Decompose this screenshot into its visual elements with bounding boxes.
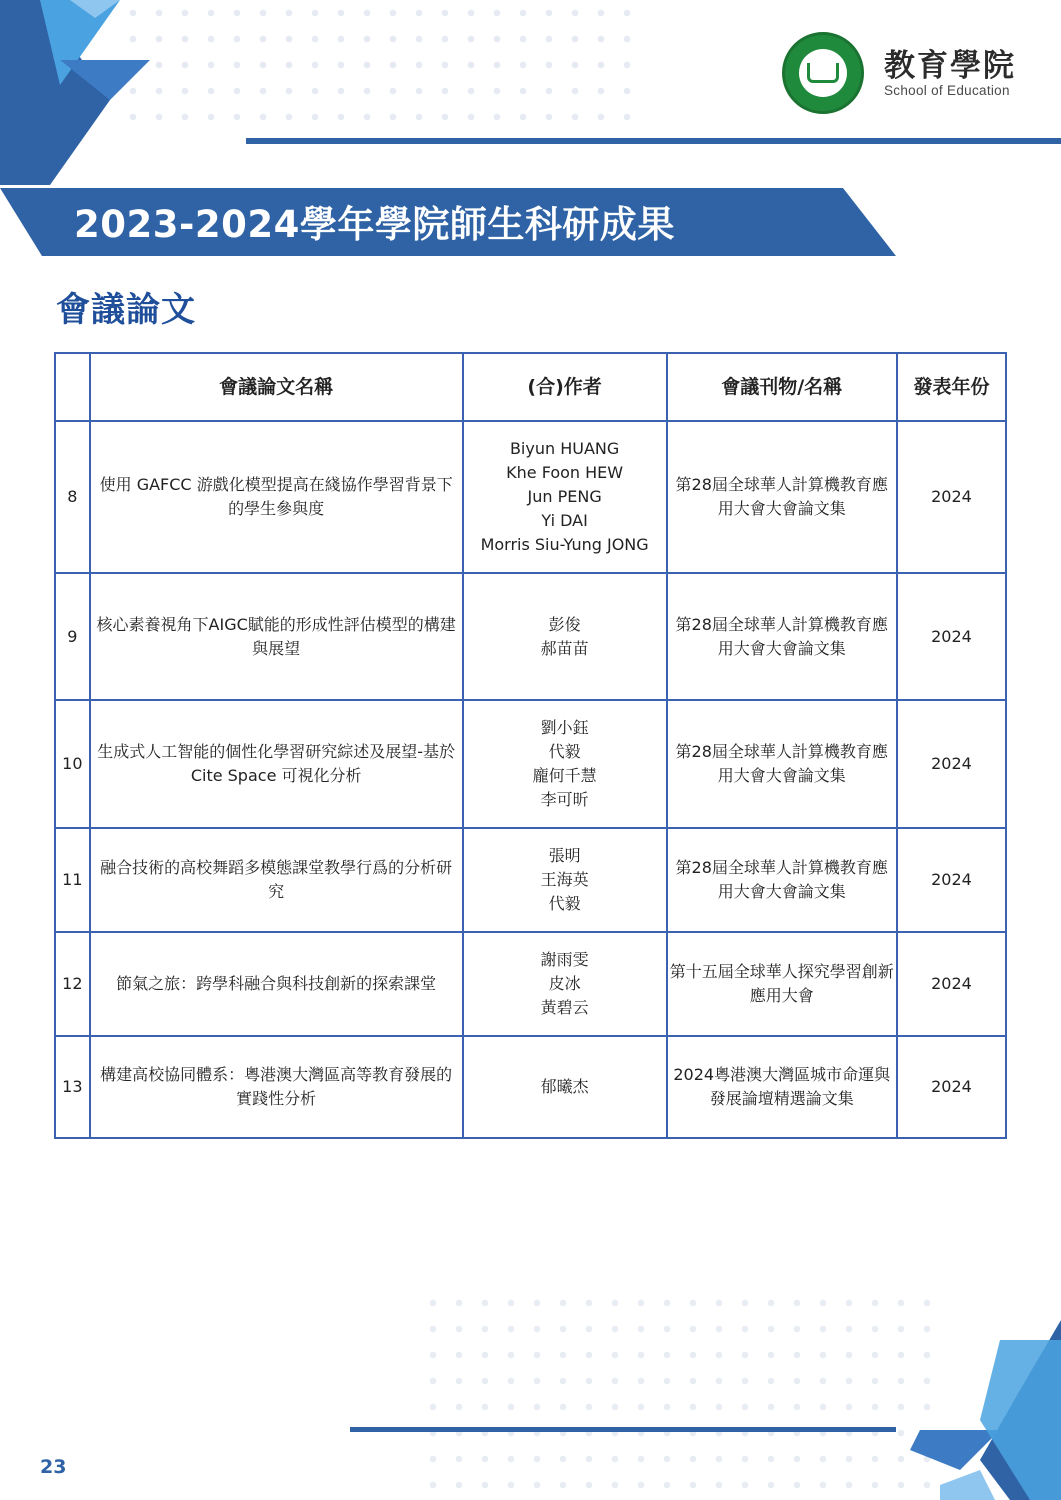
publication-name: 第28屆全球華人計算機教育應用大會大會論文集 [667, 573, 897, 700]
paper-title: 使用 GAFCC 游戲化模型提高在綫協作學習背景下的學生參與度 [90, 421, 463, 573]
author-name: 黃碧云 [540, 998, 589, 1017]
page-title: 2023-2024學年學院師生科研成果 [74, 203, 675, 246]
publication-year: 2024 [897, 828, 1006, 932]
header-publication: 會議刊物/名稱 [667, 353, 897, 421]
author-name: 龐何千慧 [532, 766, 597, 785]
header-year: 發表年份 [897, 353, 1006, 421]
school-name-english: School of Education [884, 83, 1010, 98]
row-number: 12 [55, 932, 90, 1036]
paper-authors [463, 700, 667, 828]
author-name: Biyun HUANG [509, 439, 620, 458]
table-body [55, 421, 1006, 1138]
publication-year: 2024 [897, 1036, 1006, 1138]
university-logo [780, 30, 1040, 120]
publication-name: 第28屆全球華人計算機教育應用大會大會論文集 [667, 700, 897, 828]
row-number: 9 [55, 573, 90, 700]
conference-papers-table [54, 352, 1007, 1139]
publication-year: 2024 [897, 700, 1006, 828]
author-name: 李可昕 [540, 790, 589, 809]
dot-pattern-bottom [420, 1290, 940, 1500]
university-seal-icon [782, 32, 864, 114]
author-name: 王海英 [540, 870, 589, 889]
corner-decoration-top-left [0, 0, 160, 200]
paper-authors [463, 932, 667, 1036]
author-name: Yi DAI [541, 511, 588, 530]
publication-year: 2024 [897, 932, 1006, 1036]
footer-rule [350, 1427, 896, 1432]
paper-authors [463, 573, 667, 700]
table-header-row [55, 353, 1006, 421]
author-name: Khe Foon HEW [506, 463, 624, 482]
row-number: 8 [55, 421, 90, 573]
author-name: 彭俊 [548, 614, 581, 634]
row-number: 11 [55, 828, 90, 932]
author-name: 郝苗苗 [540, 638, 589, 658]
paper-authors [463, 1036, 667, 1138]
corner-decoration-bottom-right [900, 1300, 1061, 1500]
paper-title: 融合技術的高校舞蹈多模態課堂教學行爲的分析研究 [90, 828, 463, 932]
author-name: 皮冰 [548, 974, 581, 993]
paper-authors [463, 828, 667, 932]
school-name: 教育學院 [884, 48, 1016, 84]
paper-title: 生成式人工智能的個性化學習研究綜述及展望-基於 Cite Space 可視化分析 [90, 700, 463, 828]
header-authors: (合)作者 [463, 353, 667, 421]
table-row [55, 828, 1006, 932]
author-name: Morris Siu-Yung JONG [480, 535, 649, 554]
author-name: Jun PENG [527, 487, 602, 506]
table-row [55, 700, 1006, 828]
author-name: 謝雨雯 [540, 950, 589, 969]
publication-year: 2024 [897, 573, 1006, 700]
publication-name: 2024粵港澳大灣區城市命運與發展論壇精選論文集 [667, 1036, 897, 1138]
publication-name: 第28屆全球華人計算機教育應用大會大會論文集 [667, 828, 897, 932]
row-number: 10 [55, 700, 90, 828]
author-name: 代毅 [548, 894, 581, 913]
paper-authors [463, 421, 667, 573]
dot-pattern-top [120, 0, 640, 140]
section-heading: 會議論文 [56, 290, 196, 330]
paper-title: 構建高校協同體系：粵港澳大灣區高等教育發展的實踐性分析 [90, 1036, 463, 1138]
table-row [55, 932, 1006, 1036]
author-name: 郁曦杰 [540, 1077, 589, 1096]
header-number [55, 353, 90, 421]
header-rule [246, 138, 1061, 144]
author-name: 代毅 [548, 742, 581, 761]
publication-name: 第28屆全球華人計算機教育應用大會大會論文集 [667, 421, 897, 573]
table-row [55, 421, 1006, 573]
page-number: 23 [40, 1456, 67, 1478]
header-paper-title: 會議論文名稱 [90, 353, 463, 421]
paper-title: 節氣之旅：跨學科融合與科技創新的探索課堂 [90, 932, 463, 1036]
table-row [55, 1036, 1006, 1138]
paper-title: 核心素養視角下AIGC賦能的形成性評估模型的構建與展望 [90, 573, 463, 700]
publication-name: 第十五屆全球華人探究學習創新應用大會 [667, 932, 897, 1036]
publication-year: 2024 [897, 421, 1006, 573]
author-name: 劉小鈺 [540, 718, 589, 737]
row-number: 13 [55, 1036, 90, 1138]
table-row [55, 573, 1006, 700]
author-name: 張明 [548, 846, 581, 865]
